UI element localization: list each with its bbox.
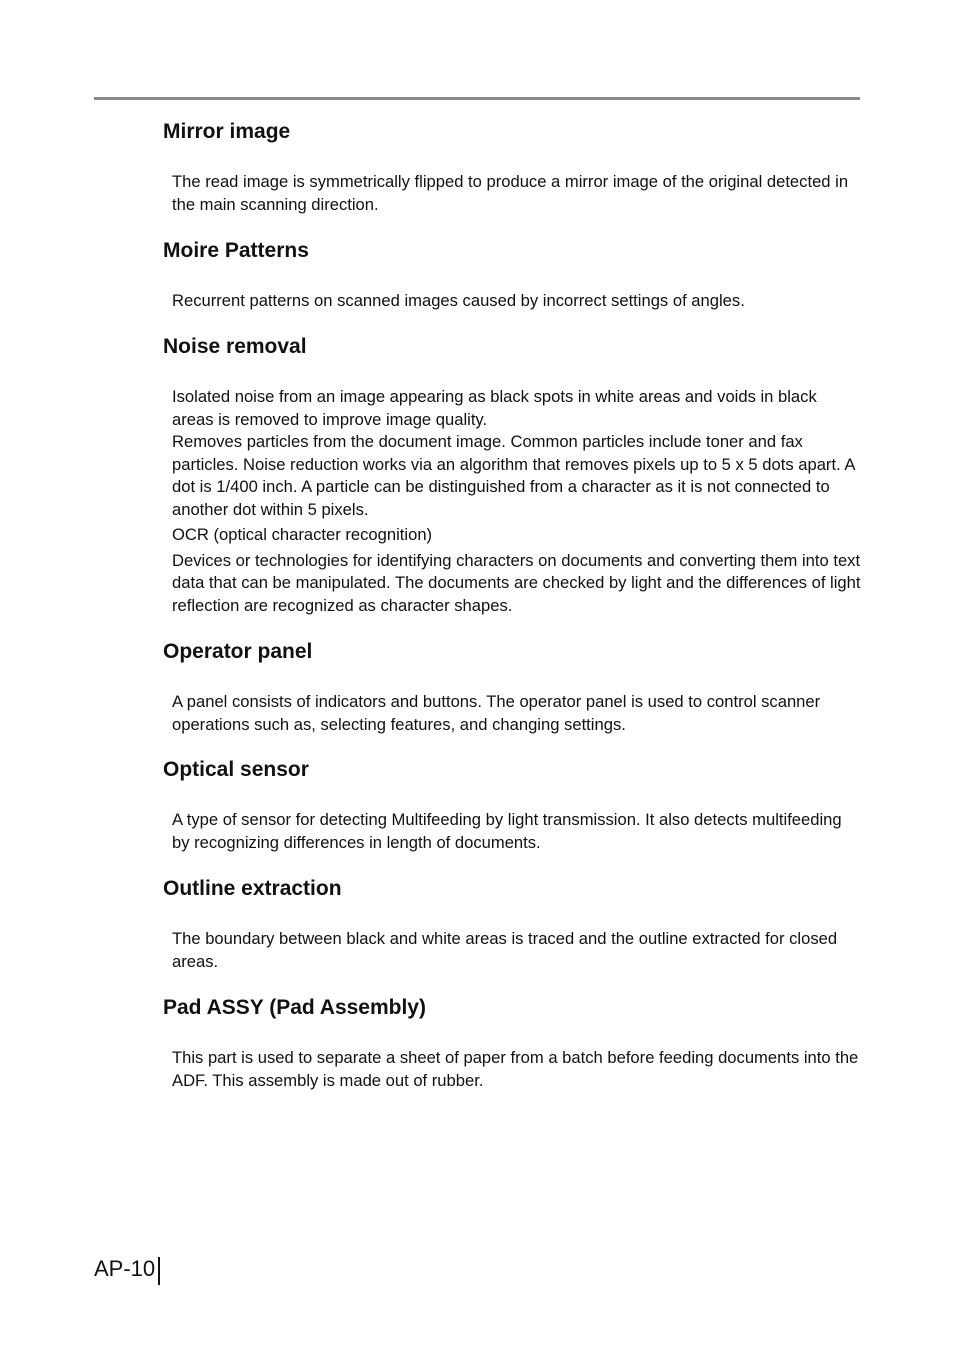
definition-paragraph: Recurrent patterns on scanned images caused by incorrect settings of angles. [172,291,745,310]
ocr-subterm: OCR (optical character recognition) [172,525,433,544]
definition-optical-sensor [172,809,862,854]
page-number-divider [158,1257,160,1285]
term-pad-assy: Pad ASSY (Pad Assembly) [163,996,426,1019]
definition-paragraph: The boundary between black and white areas is traced and the outline extracted for closed areas. [172,929,838,971]
definition-paragraph: Removes particles from the document image. Common particles include toner and fax particles. Noise reduction works via an algorithm that removes pixels up to 5 x 5 dots apart. A dot is 1/400 inch. A particle can be distinguished from a character as it is not connected to another dot within 5 pixels. [172,432,855,519]
definition-pad-assy [172,1047,862,1092]
definition-paragraph: This part is used to separate a sheet of paper from a batch before feeding documents into the ADF. This assembly is made out of rubber. [172,1048,859,1090]
definition-paragraph: Devices or technologies for identifying characters on documents and converting them into text data that can be manipulated. The documents are checked by light and the differences of light reflection are recognized as character shapes. [172,550,861,615]
term-moire-patterns: Moire Patterns [163,239,309,262]
definition-mirror-image [172,171,862,216]
definition-paragraph: Isolated noise from an image appearing as black spots in white areas and voids in black areas is removed to improve image quality. [172,387,817,429]
definition-operator-panel [172,691,862,736]
page-number: AP-10 [94,1256,156,1281]
definition-paragraph: A panel consists of indicators and buttons. The operator panel is used to control scanner operations such as, selecting features, and changing settings. [172,692,821,734]
term-outline-extraction: Outline extraction [163,877,342,900]
page-footer [94,1254,160,1284]
definition-paragraph: A type of sensor for detecting Multifeeding by light transmission. It also detects multifeeding by recognizing differences in length of documents. [172,810,842,852]
top-rule [94,97,860,100]
term-mirror-image: Mirror image [163,120,291,143]
term-optical-sensor: Optical sensor [163,758,309,781]
term-noise-removal: Noise removal [163,335,307,358]
definition-moire-patterns [172,290,862,313]
definition-paragraph: The read image is symmetrically flipped to produce a mirror image of the original detected in the main scanning direction. [172,172,849,214]
definition-noise-removal [172,386,862,617]
definition-outline-extraction [172,928,862,973]
term-operator-panel: Operator panel [163,640,313,663]
